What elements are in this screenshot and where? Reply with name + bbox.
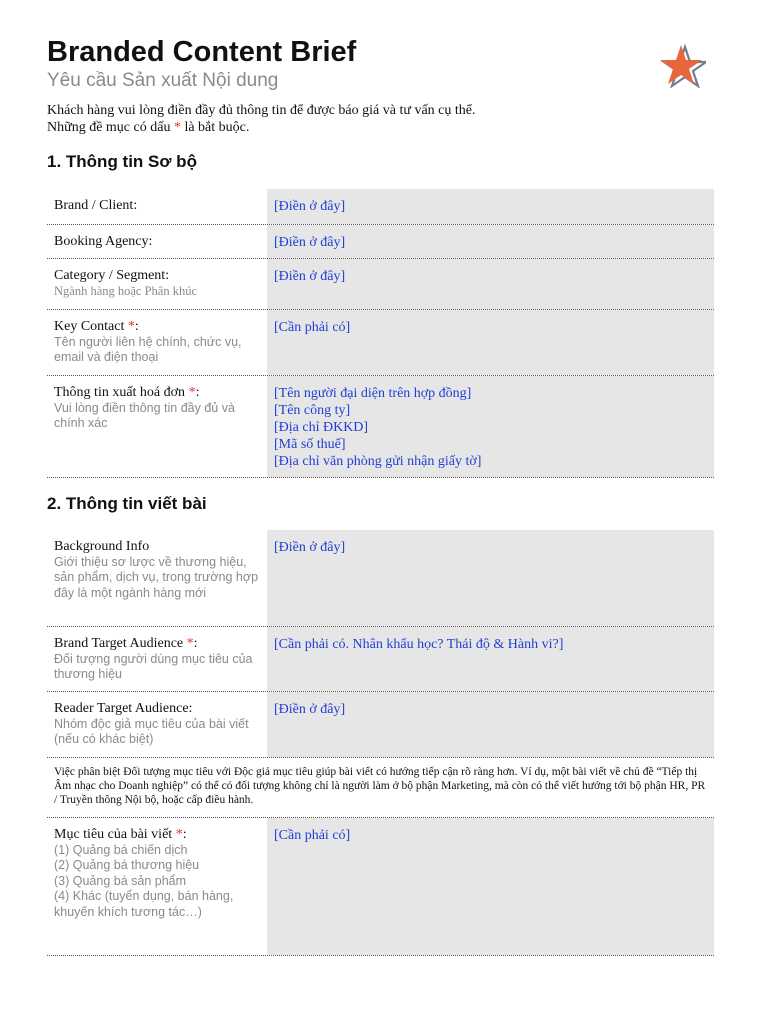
- field-label: [47, 376, 267, 477]
- invoice-value-line: [Địa chỉ văn phòng gửi nhận giấy tờ]: [274, 454, 482, 469]
- objective-hint: (3) Quảng bá sản phẩm: [54, 873, 187, 888]
- label-colon: :: [182, 827, 187, 842]
- form-row-reader-audience: [47, 692, 714, 758]
- agency-label: Booking Agency:: [54, 234, 153, 249]
- brand-field[interactable]: [Điền ở đây]: [267, 189, 714, 224]
- category-hint: Ngành hàng hoặc Phân khúc: [54, 283, 198, 298]
- objective-hint: (4) Khác (tuyển dụng, bán hàng, khuyến khích tương tác…): [54, 889, 234, 919]
- field-label: [47, 189, 267, 224]
- required-mark: *: [175, 827, 183, 842]
- form-row-category: [47, 259, 714, 310]
- label-text: Thông tin xuất hoá đơn: [54, 385, 189, 400]
- label-text: Brand Target Audience: [54, 636, 187, 651]
- objective-field[interactable]: [Cần phải có]: [267, 818, 714, 955]
- background-label: Background Info: [54, 539, 150, 554]
- form-row-brand: [47, 189, 714, 225]
- invoice-value-line: [Địa chỉ ĐKKD]: [274, 420, 369, 435]
- page-subtitle: Yêu cầu Sản xuất Nội dung: [47, 70, 279, 91]
- contact-hint: Tên người liên hệ chính, chức vụ, email và điện thoại: [54, 334, 242, 364]
- field-label: [47, 225, 267, 258]
- form-row-brand-audience: [47, 627, 714, 692]
- brand-audience-hint: Đối tượng người dùng mục tiêu của thương hiệu: [54, 651, 253, 681]
- contact-field[interactable]: [Cần phải có]: [267, 310, 714, 375]
- intro-line-1: Khách hàng vui lòng điền đầy đủ thông tin để được báo giá và tư vấn cụ thể.: [47, 103, 476, 118]
- form-row-contact: [47, 310, 714, 376]
- field-label: [47, 818, 267, 955]
- field-label: [47, 530, 267, 626]
- brand-audience-label: [54, 636, 260, 652]
- objective-hint: (2) Quảng bá thương hiệu: [54, 858, 200, 872]
- intro-line-2: [47, 119, 475, 136]
- category-label: Category / Segment:: [54, 268, 170, 283]
- audience-note: Việc phân biệt Đối tượng mục tiêu với Độc giả mục tiêu giúp bài viết có hướng tiếp cận rõ ràng hơn. Ví dụ, một bài viết về chủ đề “Tiếp thị Âm nhạc cho Doanh nghiệp” có thể có đối tượng không chỉ là người làm ở bộ phận Marketing, mà còn có thể viết hướng tới bộ phận HR, PR / Truyền thông Nội bộ, hoặc cấp điều hành.: [47, 758, 714, 818]
- required-mark: *: [188, 385, 196, 400]
- field-label: [47, 627, 267, 691]
- invoice-hint: Vui lòng điền thông tin đầy đủ và chính xác: [54, 400, 235, 430]
- brand-audience-field[interactable]: [Cần phải có. Nhân khẩu học? Thái độ & Hành vi?]: [267, 627, 714, 691]
- label-colon: :: [195, 385, 200, 400]
- contact-label: [54, 319, 260, 335]
- objective-table: [47, 818, 714, 956]
- intro-text-part: là bắt buộc.: [180, 120, 250, 135]
- required-mark: *: [173, 120, 181, 135]
- section-1-heading: 1. Thông tin Sơ bộ: [47, 152, 197, 171]
- form-row-objective: [47, 818, 714, 956]
- reader-audience-field[interactable]: [Điền ở đây]: [267, 692, 714, 757]
- field-label: [47, 692, 267, 757]
- invoice-field[interactable]: [267, 376, 714, 477]
- invoice-label: [54, 385, 260, 401]
- intro-text-part: Những đề mục có dấu: [47, 120, 174, 135]
- reader-audience-label: Reader Target Audience:: [54, 701, 193, 716]
- reader-audience-hint: Nhóm độc giả mục tiêu của bài viết (nếu có khác biệt): [54, 716, 249, 746]
- required-mark: *: [186, 636, 194, 651]
- category-field[interactable]: [Điền ở đây]: [267, 259, 714, 309]
- background-field[interactable]: [Điền ở đây]: [267, 530, 714, 626]
- field-label: [47, 310, 267, 375]
- invoice-value-line: [Mã số thuế]: [274, 437, 346, 452]
- section-1-table: [47, 189, 714, 478]
- form-row-background: [47, 530, 714, 627]
- field-label: [47, 259, 267, 309]
- objective-label: [54, 827, 260, 843]
- agency-field[interactable]: [Điền ở đây]: [267, 225, 714, 258]
- label-colon: :: [134, 319, 139, 334]
- objective-hint: (1) Quảng bá chiến dịch: [54, 842, 188, 857]
- brand-label: Brand / Client:: [54, 198, 138, 213]
- star-logo-icon: [656, 42, 706, 88]
- intro-text: [47, 102, 475, 136]
- section-2-table: [47, 530, 714, 758]
- form-row-invoice: [47, 376, 714, 478]
- label-colon: :: [193, 636, 198, 651]
- label-text: Key Contact: [54, 319, 128, 334]
- required-mark: *: [127, 319, 135, 334]
- label-text: Mục tiêu của bài viết: [54, 827, 176, 842]
- background-hint: Giới thiệu sơ lược về thương hiệu, sản phẩm, dịch vụ, trong trường hợp đây là một ngành hàng mới: [54, 554, 259, 600]
- form-row-agency: [47, 225, 714, 259]
- page-title: Branded Content Brief: [47, 36, 357, 68]
- invoice-value-line: [Tên công ty]: [274, 403, 351, 418]
- invoice-value-line: [Tên người đại diện trên hợp đồng]: [274, 386, 472, 401]
- section-2-heading: 2. Thông tin viết bài: [47, 494, 207, 513]
